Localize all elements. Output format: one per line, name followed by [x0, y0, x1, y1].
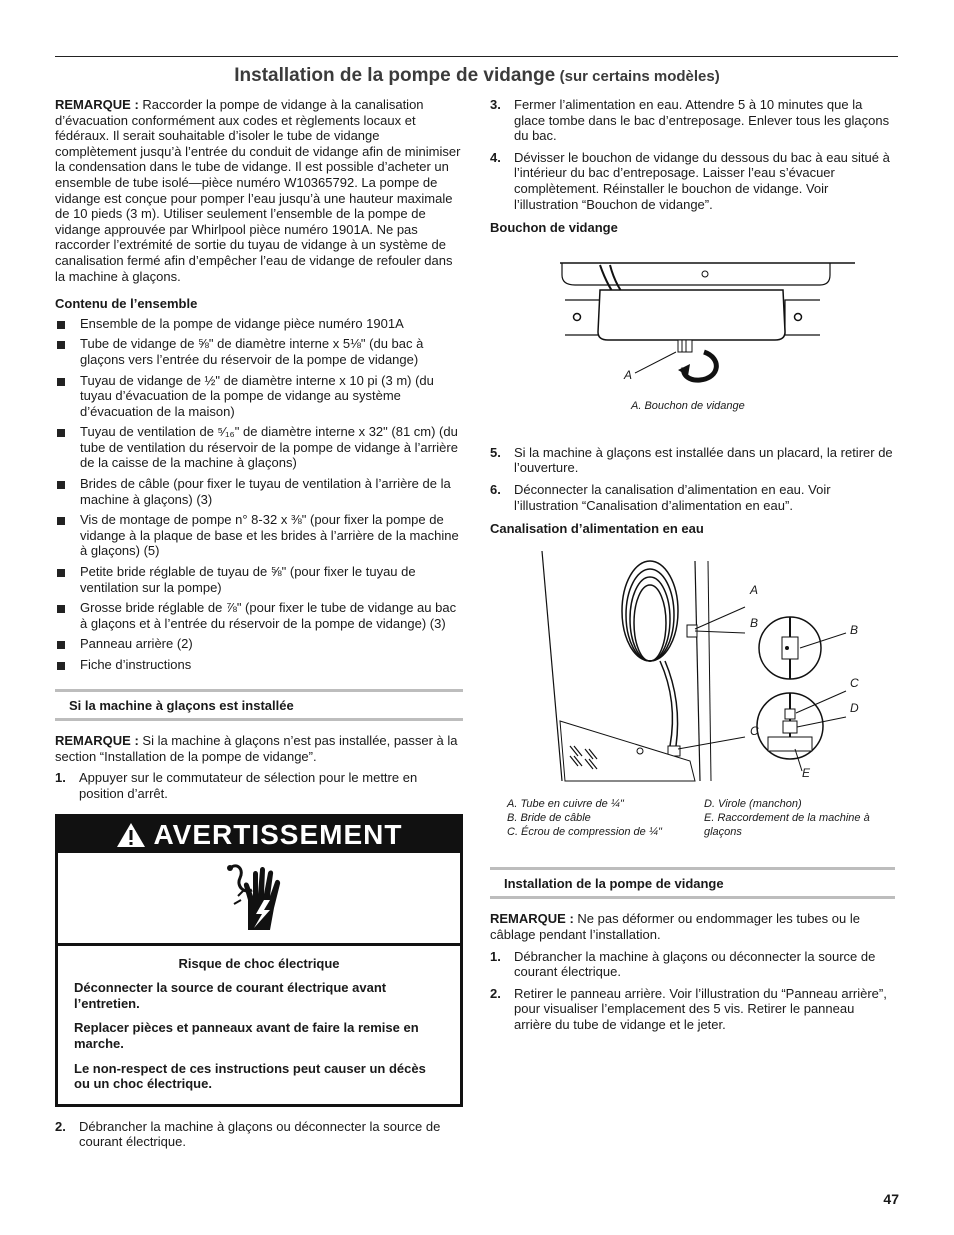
- remarque2-label: REMARQUE :: [55, 733, 139, 749]
- list-item: Petite bride réglable de tuyau de ⅝" (pour fixer le tuyau de ventilation sur la pompe): [55, 564, 463, 595]
- list-item: Vis de montage de pompe n° 8-32 x ⅜" (pour fixer la pompe de vidange à la plaque de base et les brides à l’arrière de la machine à glaçons) (5): [55, 512, 463, 559]
- step-text: Appuyer sur le commutateur de sélection pour le mettre en position d’arrêt.: [79, 770, 418, 801]
- page-number: 47: [883, 1191, 899, 1207]
- warning-body: [58, 946, 460, 1104]
- step-text: Si la machine à glaçons est installée dans un placard, la retirer de l’ouverture.: [514, 444, 893, 476]
- list-item: Grosse bride réglable de ⅞" (pour fixer le tube de vidange au bac à glaçons et à l’entrée du réservoir de la pompe de vidange) (3): [55, 600, 463, 631]
- fig2-label-a: A: [750, 582, 759, 597]
- fig2-label-d: D: [850, 700, 859, 715]
- remarque2-paragraph: [55, 733, 463, 764]
- fig1-caption: A. Bouchon de vidange: [631, 399, 745, 412]
- pump-step-1: [490, 949, 895, 980]
- warning-line-3: Le non-respect de ces instructions peut causer un décès ou un choc électrique.: [74, 1060, 426, 1092]
- list-item: Panneau arrière (2): [55, 636, 463, 652]
- warning-risk: Risque de choc électrique: [178, 955, 340, 971]
- step-text: Fermer l’alimentation en eau. Attendre 5 à 10 minutes que la glace tombe dans le bac d’entreposage. Enlever tous les glaçons du bac.: [514, 97, 890, 144]
- step-number: 1.: [55, 770, 66, 786]
- list-item: Brides de câble (pour fixer le tuyau de ventilation à l’arrière de la machine à glaçons) (3): [55, 476, 463, 507]
- warning-line-1: Déconnecter la source de courant électrique avant l’entretien.: [74, 980, 387, 1011]
- remarque-label: REMARQUE :: [55, 97, 139, 112]
- step-1: [55, 770, 463, 801]
- warning-line-2: Replacer pièces et panneaux avant de faire la remise en marche.: [74, 1020, 419, 1051]
- list-item: Ensemble de la pompe de vidange pièce numéro 1901A: [55, 316, 463, 332]
- remarque-paragraph: [55, 97, 463, 284]
- warning-title: AVERTISSEMENT: [153, 818, 403, 850]
- caption-b: B. Bride de câble: [507, 811, 591, 824]
- step-4: [490, 150, 895, 212]
- warning-triangle-icon: [116, 822, 146, 848]
- list-item: Tube de vidange de ⅝" de diamètre interne x 5⅛" (du bac à glaçons vers l’entrée du réservoir de la pompe de vidange): [55, 336, 463, 367]
- caption-c: C. Écrou de compression de ¼": [507, 825, 662, 838]
- drain-plug-illustration: [490, 240, 895, 425]
- caption-e: E. Raccordement de la machine à glaçons: [704, 811, 870, 838]
- step-number: 3.: [490, 97, 501, 112]
- section-heading-installed: Si la machine à glaçons est installée: [55, 689, 463, 722]
- fig2-label-b-right: B: [850, 622, 859, 637]
- title-main: Installation de la pompe de vidange: [234, 65, 556, 86]
- step-2: [55, 1119, 463, 1150]
- contenu-heading: Contenu de l’ensemble: [55, 296, 198, 312]
- list-item: Tuyau de vidange de ½" de diamètre interne x 10 pi (3 m) (du tuyau d’évacuation de la pompe de vidange au système d’évacuation de la maison): [55, 373, 463, 420]
- fig2-captions-left: [507, 797, 707, 839]
- fig2-label-b-left: B: [750, 615, 759, 630]
- contenu-list: [55, 316, 463, 673]
- step-6: [490, 482, 895, 513]
- list-item: Tuyau de ventilation de ⁵⁄₁₆" de diamètre interne x 32" (81 cm) (du tube de ventilation du réservoir de la pompe de vidange à l’arrière de la caisse de la machine à glaçons): [55, 424, 463, 471]
- step-text: Retirer le panneau arrière. Voir l’illustration du “Panneau arrière”, pour visualiser l’emplacement des 5 vis. Retirer le panneau arrière du tube de vidange et le jeter.: [514, 985, 887, 1032]
- step-text: Débrancher la machine à glaçons ou déconnecter la source de courant électrique.: [514, 948, 876, 980]
- step-number: 2.: [490, 985, 501, 1001]
- caption-a: A. Tube en cuivre de ¼": [507, 797, 624, 810]
- pump-step-2: [490, 986, 895, 1033]
- remarque-pump-label: REMARQUE :: [490, 911, 574, 927]
- drain-plug-figure: [490, 240, 895, 425]
- remarque-text: Raccorder la pompe de vidange à la canalisation d’évacuation conformément aux codes et règlements locaux et fédéraux. Il serait souhaitable d’isoler le tube de vidange complètement jusqu’à l’entrée du conduit de vidange afin de minimiser la condensation dans le tube de vidange. Il est possible d’acheter un ensemble de tube isolé—pièce numéro W10365792. La pompe de vidange est conçue pour pomper l’eau jusqu’à une hauteur maximale de 10 pieds (3 m). Utiliser seulement l’ensemble de la pompe de vidange approuvée par Whirlpool pièce numéro 1901A. Ne pas raccorder l’extrémité de sortie du tuyau de vidange à un système de canalisation fermé afin d’empêcher l’eau de vidange de refouler dans la machine à glaçons.: [55, 97, 461, 284]
- step-text: Débrancher la machine à glaçons ou déconnecter la source de courant électrique.: [79, 1118, 441, 1150]
- step-number: 2.: [55, 1118, 66, 1134]
- warning-box: [55, 814, 463, 1107]
- step-text: Dévisser le bouchon de vidange du dessous du bac à eau situé à l’intérieur du bac d’entreposage. Laisser l’eau s’évacuer complètement. Réinstaller le bouchon de vidange. Voir l’illustration “Bouchon de vidange”.: [514, 149, 890, 212]
- fig1-label-a: A: [624, 367, 633, 382]
- right-column: [490, 97, 895, 1038]
- warning-header: [58, 817, 460, 853]
- fig2-label-e: E: [802, 765, 811, 780]
- remarque-pump-paragraph: [490, 911, 895, 942]
- step-text: Déconnecter la canalisation d’alimentation en eau. Voir l’illustration “Canalisation d’alimentation en eau”.: [514, 481, 831, 513]
- fig2-captions-right: [704, 797, 894, 839]
- title-sub: (sur certains modèles): [559, 68, 720, 85]
- step-number: 6.: [490, 481, 501, 497]
- fig2-label-c-right: C: [850, 675, 859, 690]
- left-column: [55, 97, 463, 1156]
- step-number: 4.: [490, 149, 501, 165]
- water-supply-illustration: [490, 541, 895, 791]
- fig2-label-c-left: C: [750, 723, 759, 738]
- caption-d: D. Virole (manchon): [704, 797, 802, 810]
- water-supply-figure: [490, 541, 895, 861]
- list-item: Fiche d’instructions: [55, 657, 463, 673]
- warning-icon-area: [58, 853, 460, 946]
- remarque-pump-text: Ne pas déformer ou endommager les tubes ou le câblage pendant l’installation.: [490, 911, 860, 942]
- fig1-heading: Bouchon de vidange: [490, 220, 618, 236]
- top-rule: [55, 56, 898, 57]
- electric-shock-hand-icon: [224, 860, 294, 935]
- step-number: 5.: [490, 444, 501, 460]
- page-title: [0, 65, 954, 87]
- remarque2-text: Si la machine à glaçons n’est pas installée, passer à la section “Installation de la pompe de vidange”.: [55, 733, 458, 764]
- step-number: 1.: [490, 948, 501, 964]
- step-5: [490, 445, 895, 476]
- step-3: [490, 97, 895, 144]
- fig2-heading: Canalisation d’alimentation en eau: [490, 521, 704, 537]
- section-heading-pump: Installation de la pompe de vidange: [490, 867, 895, 900]
